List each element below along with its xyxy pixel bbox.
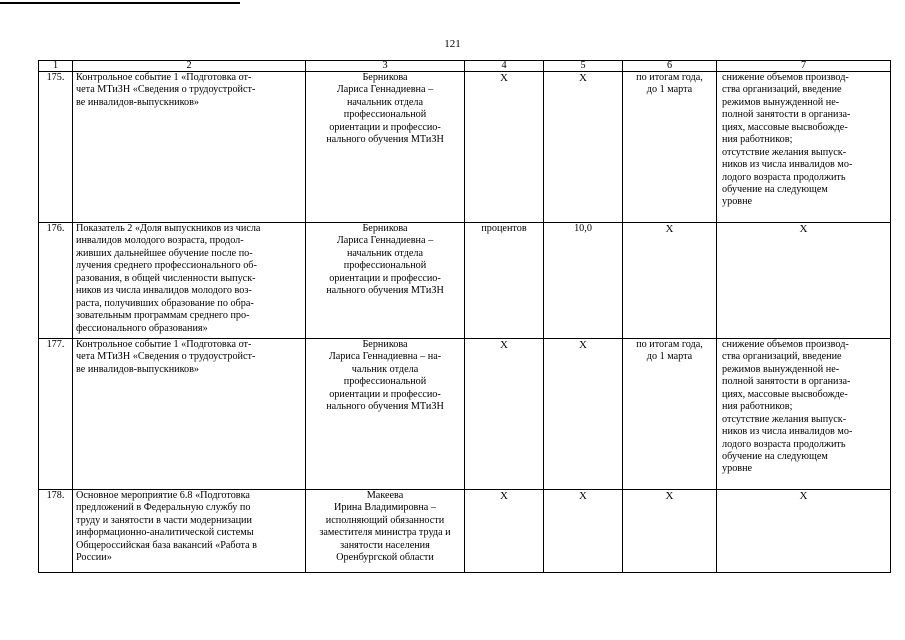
risks: снижение объемов производ- ства организаций, введение режимов вынужденной не- полной занятости в организа- циях, массовые высвобожде- ния работников; отсутствие желания выпуск- ников из числа инвалидов мо- лодого возраста продолжить обучение на следующем уровне [722,72,853,208]
row-number: 177. [39,339,73,490]
event-name-cell [73,223,306,339]
row-number: 175. [39,72,73,223]
responsible-person: Берникова Лариса Геннадиевна – начальник отдела профессиональной ориентации и профессио- нального обучения МТиЗН [326,223,444,297]
risks-cell [717,490,891,573]
top-rule [0,2,240,4]
document-table [38,60,891,573]
risks: X [799,490,808,502]
risks-cell [717,72,891,223]
event-name: Контрольное событие 1 «Подготовка от- чета МТиЗН «Сведения о трудоустройст- ве инвалидов-выпускников» [76,72,256,108]
header-cell: 2 [73,61,306,72]
value-cell: X [544,339,623,490]
deadline-cell [623,490,717,573]
responsible-cell [306,223,465,339]
unit-cell: X [465,339,544,490]
deadline-cell [623,72,717,223]
deadline-cell [623,223,717,339]
risks: снижение объемов производ- ства организаций, введение режимов вынужденной не- полной занятости в организа- циях, массовые высвобожде- ния работников; отсутствие желания выпуск- ников из числа инвалидов мо- лодого возраста продолжить обучение на следующем уровне [722,339,853,475]
value-cell: X [544,490,623,573]
row-number: 178. [39,490,73,573]
unit-cell: X [465,72,544,223]
header-cell: 5 [544,61,623,72]
header-cell: 7 [717,61,891,72]
header-cell: 4 [465,61,544,72]
event-name-cell [73,72,306,223]
unit-cell: X [465,490,544,573]
responsible-cell [306,339,465,490]
table-row [39,223,891,339]
header-cell: 3 [306,61,465,72]
risks-cell [717,223,891,339]
table-header-row [39,61,891,72]
row-number: 176. [39,223,73,339]
table-row [39,339,891,490]
responsible-person: Макеева Ирина Владимировна – исполняющий обязанности заместителя министра труда и занятости населения Оренбургской области [319,490,451,564]
event-name: Показатель 2 «Доля выпускников из числа инвалидов молодого возраста, продол- живших дальнейшее обучение после по- лучения среднего профессионального об- разования, в общей численности выпуск- ников из числа инвалидов молодого воз- раста, получивших образование по обра- зовательным программам среднего про- фессионального образования» [76,223,261,334]
value-cell: X [544,72,623,223]
responsible-person: Берникова Лариса Геннадиевна – начальник отдела профессиональной ориентации и профессио- нального обучения МТиЗН [326,72,444,146]
deadline: X [665,223,674,235]
header-cell: 1 [39,61,73,72]
event-name: Контрольное событие 1 «Подготовка от- чета МТиЗН «Сведения о трудоустройст- ве инвалидов-выпускников» [76,339,256,375]
unit-cell: процентов [465,223,544,339]
event-name: Основное мероприятие 6.8 «Подготовка предложений в Федеральную службу по труду и занятости в части модернизации информационно-аналитической системы Общероссийская база вакансий «Работа в России» [76,490,257,564]
value-cell: 10,0 [544,223,623,339]
risks-cell [717,339,891,490]
deadline: по итогам года, до 1 марта [636,339,703,363]
responsible-cell [306,72,465,223]
deadline-cell [623,339,717,490]
responsible-cell [306,490,465,573]
risks: X [799,223,808,235]
table-row [39,72,891,223]
page-number: 121 [444,38,461,50]
table-row [39,490,891,573]
responsible-person: Берникова Лариса Геннадиевна – на- чальник отдела профессиональной ориентации и профессио- нального обучения МТиЗН [326,339,444,413]
event-name-cell [73,490,306,573]
event-name-cell [73,339,306,490]
deadline: по итогам года, до 1 марта [636,72,703,96]
header-cell: 6 [623,61,717,72]
deadline: X [665,490,674,502]
